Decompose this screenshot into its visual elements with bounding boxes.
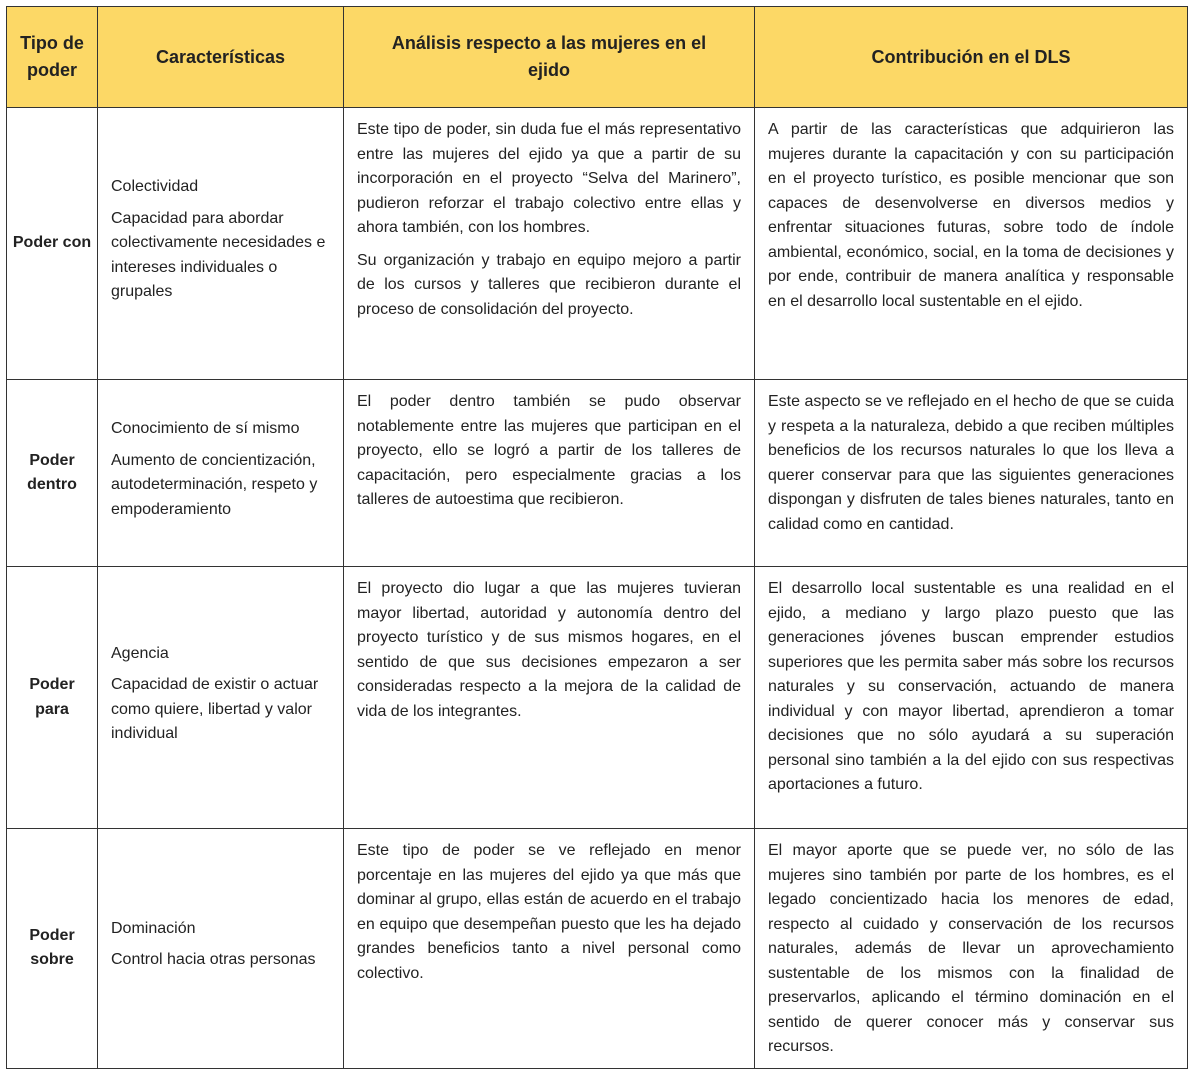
cell-caracteristicas [98, 567, 344, 829]
cell-contribucion [755, 108, 1188, 380]
cell-contribucion-paragraph: Este aspecto se ve reflejado en el hecho de que se cuida y respeta a la naturaleza, debido a que reciben múltiples beneficios de los recursos naturales lo que los lleva a querer conservar para que las siguientes generaciones dispongan y disfruten de tales bienes naturales, tanto en calidad como en cantidad. [768, 393, 1174, 533]
cell-caracteristicas [98, 108, 344, 380]
table-row [7, 567, 1188, 829]
cell-caracteristicas-paragraph: Capacidad para abordar colectivamente necesidades e intereses individuales o grupales [111, 209, 326, 301]
cell-contribucion [755, 380, 1188, 567]
table-row [7, 108, 1188, 380]
cell-analisis [344, 567, 755, 829]
cell-caracteristicas-paragraph: Dominación [111, 919, 196, 937]
cell-caracteristicas-paragraph: Agencia [111, 644, 169, 662]
cell-analisis-paragraph: Este tipo de poder se ve reflejado en menor porcentaje en las mujeres del ejido ya que más que dominar al grupo, ellas están de acuerdo en el trabajo en equipo que desempeñan puesto que les ha dejado grandes beneficios tanto a nivel personal como colectivo. [357, 842, 741, 982]
header-analisis: Análisis respecto a las mujeres en el ejido [344, 7, 755, 108]
cell-caracteristicas-paragraph: Control hacia otras personas [111, 951, 316, 969]
cell-analisis [344, 829, 755, 1069]
header-tipo: Tipo de poder [7, 7, 98, 108]
cell-contribucion [755, 829, 1188, 1069]
cell-analisis [344, 380, 755, 567]
cell-tipo: Poder sobre [7, 829, 98, 1069]
cell-tipo: Poder para [7, 567, 98, 829]
cell-caracteristicas [98, 380, 344, 567]
header-contribucion: Contribución en el DLS [755, 7, 1188, 108]
cell-analisis-paragraph: Este tipo de poder, sin duda fue el más representativo entre las mujeres del ejido ya que a partir de su incorporación en el proyecto “Selva del Marinero”, pudieron reforzar el trabajo colectivo entre ellas y ahora también, con los hombres. [357, 121, 741, 236]
cell-caracteristicas-paragraph: Conocimiento de sí mismo [111, 420, 300, 437]
table-row [7, 380, 1188, 567]
header-caracteristicas: Características [98, 7, 344, 108]
cell-caracteristicas [98, 829, 344, 1069]
cell-tipo: Poder dentro [7, 380, 98, 567]
cell-tipo: Poder con [7, 108, 98, 380]
table-row [7, 829, 1188, 1069]
header-row [7, 7, 1188, 108]
cell-analisis-paragraph: El poder dentro también se pudo observar notablemente entre las mujeres que participan en el proyecto, ello se logró a partir de los talleres de capacitación, pero especialmente gracias a los talleres de autoestima que recibieron. [357, 393, 741, 508]
power-types-table [6, 6, 1188, 1069]
cell-analisis-paragraph: Su organización y trabajo en equipo mejoro a partir de los cursos y talleres que recibieron durante el proceso de consolidación del proyecto. [357, 251, 741, 318]
cell-contribucion-paragraph: El desarrollo local sustentable es una realidad en el ejido, a mediano y largo plazo puesto que las generaciones jóvenes buscan emprender estudios superiores que les permita saber más sobre los recursos naturales y su conservación, actuando de manera individual y con mayor libertad, aprendieron a tomar decisiones que no sólo ayudará a su superación personal sino también a la del ejido con sus respectivas aportaciones a futuro. [768, 580, 1174, 793]
cell-contribucion-paragraph: A partir de las características que adquirieron las mujeres durante la capacitación y con su participación en el proyecto turístico, es posible mencionar que son capaces de desenvolverse en diversos medios y enfrentar situaciones futuras, sobre todo de índole ambiental, económico, social, en la toma de decisiones y por ende, contribuir de manera analítica y responsable en el desarrollo local sustentable en el ejido. [768, 121, 1174, 310]
cell-contribucion [755, 567, 1188, 829]
cell-caracteristicas-paragraph: Colectividad [111, 178, 199, 196]
cell-caracteristicas-paragraph: Aumento de concientización, autodeterminación, respeto y empoderamiento [111, 451, 318, 518]
cell-analisis [344, 108, 755, 380]
cell-contribucion-paragraph: El mayor aporte que se puede ver, no sólo de las mujeres sino también por parte de los hombres, es el legado concientizado hacia los menores de edad, respecto al cuidado y conservación de los recursos naturales, además de llevar un aprovechamiento sustentable de los mismos con la finalidad de preservarlos, aplicando el término dominación en el sentido de querer conocer más y conservar sus recursos. [768, 842, 1174, 1055]
cell-analisis-paragraph: El proyecto dio lugar a que las mujeres tuvieran mayor libertad, autoridad y autonomía dentro del proyecto turístico y de sus mismos hogares, en el sentido de que sus decisiones empezaron a ser consideradas respecto a la mejora de la calidad de vida de los integrantes. [357, 580, 741, 720]
cell-caracteristicas-paragraph: Capacidad de existir o actuar como quiere, libertad y valor individual [111, 676, 319, 742]
